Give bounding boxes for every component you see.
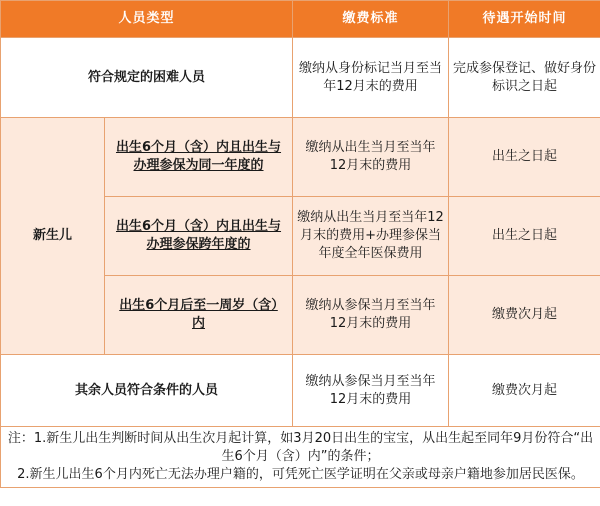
newborn-type-text: 出生6个月（含）内且出生与办理参保跨年度的: [115, 219, 282, 252]
row-start-cell: 完成参保登记、做好身份标识之日起: [449, 38, 600, 118]
newborn-standard-cell: 缴纳从出生当月至当年12月末的费用: [293, 118, 449, 197]
newborn-type-cell: [105, 197, 293, 276]
row-type-cell: 符合规定的困难人员: [1, 38, 293, 118]
notes-cell: [1, 427, 600, 488]
header-benefit-start: 待遇开始时间: [449, 1, 600, 38]
table-row: [1, 355, 600, 427]
others-standard-cell: 缴纳从参保当月至当年12月末的费用: [293, 355, 449, 427]
newborn-type-cell: [105, 118, 293, 197]
newborn-start-cell: 出生之日起: [449, 197, 600, 276]
newborn-standard-cell: 缴纳从参保当月至当年12月末的费用: [293, 276, 449, 355]
table-header-row: [1, 1, 600, 38]
header-payment-standard: 缴费标准: [293, 1, 449, 38]
newborn-type-text: 出生6个月后至一周岁（含）内: [119, 298, 278, 331]
notes-row: [1, 427, 600, 488]
newborn-standard-cell: 缴纳从出生当月至当年12月末的费用+办理参保当年度全年医保费用: [293, 197, 449, 276]
newborn-start-cell: 缴费次月起: [449, 276, 600, 355]
table-row: [1, 118, 600, 197]
row-standard-cell: 缴纳从身份标记当月至当年12月末的费用: [293, 38, 449, 118]
note-line-1: 注：1.新生儿出生判断时间从出生次月起计算，如3月20日出生的宝宝，从出生起至同年9月份符合“出生6个月（含）内”的条件；: [7, 431, 594, 464]
newborn-start-cell: 出生之日起: [449, 118, 600, 197]
table-row: [1, 38, 600, 118]
newborn-category-cell: 新生儿: [1, 118, 105, 355]
newborn-type-cell: [105, 276, 293, 355]
header-person-type: 人员类型: [1, 1, 293, 38]
others-start-cell: 缴费次月起: [449, 355, 600, 427]
newborn-type-text: 出生6个月（含）内且出生与办理参保为同一年度的: [115, 140, 282, 173]
others-type-cell: 其余人员符合条件的人员: [1, 355, 293, 427]
note-line-2: 2.新生儿出生6个月内死亡无法办理户籍的，可凭死亡医学证明在父亲或母亲户籍地参加居民医保。: [17, 467, 584, 482]
